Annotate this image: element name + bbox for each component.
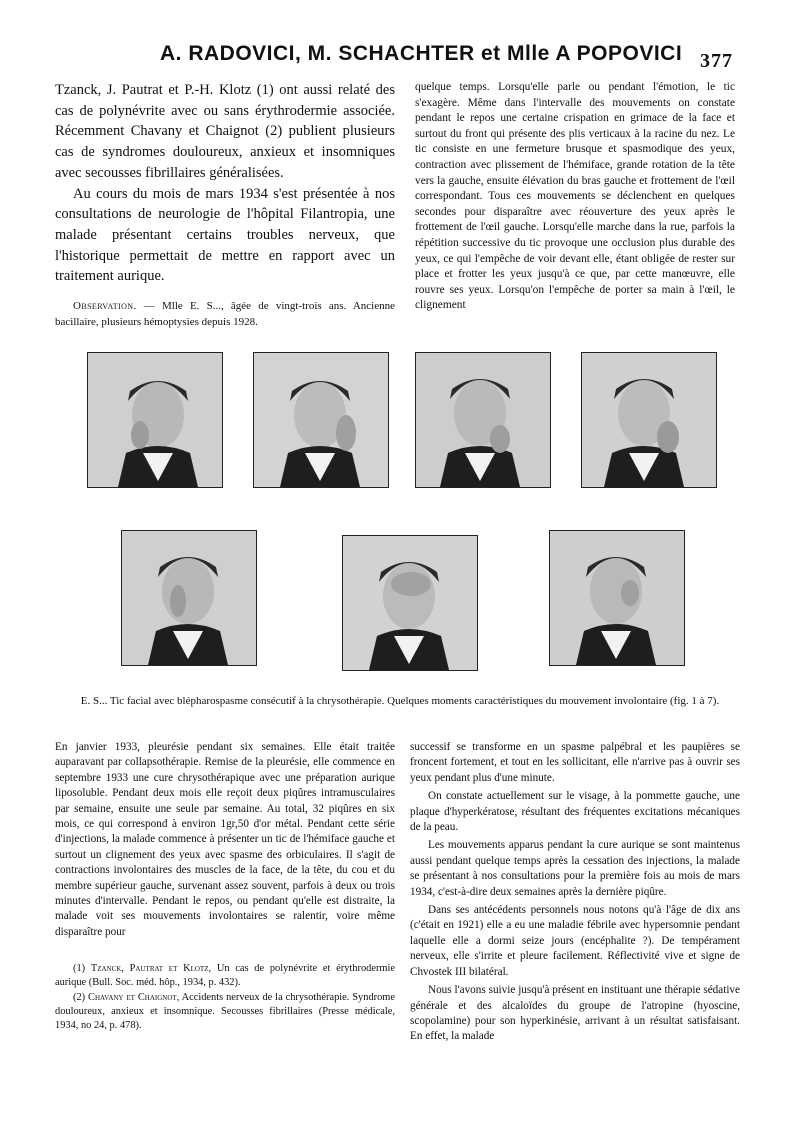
figure-photo-3 (415, 352, 551, 488)
treatment-paragraph: Nous l'avons suivie jusqu'à présent en instituant une thérapie sédative générale et des alcaloïdes du groupe de l'atropine (hyoscine, scopolamine) pour son hyperkinésie, arrivant à un résultat satisfaisant. En effet, la malade (410, 984, 740, 1043)
history-paragraph: En janvier 1933, pleurésie pendant six semaines. Elle était traitée auparavant par collapsothérapie. Remise de la pleurésie, elle commence en septembre 1933 une cure chrysothérapique avec une préparation aurique liposoluble. Pendant deux mois elle reçoit deux piqûres intramusculaires par semaine, ensuite une seule par semaine. Au total, 32 piqûres en six mois, ce qui correspond à environ 1gr,50 d'or métal. Pendant cette série d'injections, la malade commence à présenter un tic de l'hémiface gauche et surtout un clignement des yeux avec spasme des orbiculaires. Il s'agit de contractions involontaires des muscles de la face, de la tête, du cou et du membre supérieur gauche, survenant assez souvent, parfois à deux ou trois minutes d'intervalle. Pendant le repos, ou pendant qu'elle est distraite, la malade voit ses mouvements involontaires se ralentir, voire même disparaître pour (55, 741, 395, 938)
figure-photo-6 (342, 535, 478, 671)
footnote-1-authors: Tzanck, Pautrat et Klotz (90, 963, 209, 975)
figure-photo-1 (87, 352, 223, 488)
observation-text: — Mlle E. S..., âgée de vingt-trois ans. Ancienne bacillaire, plusieurs hémoptysies depuis 1928. (55, 300, 395, 328)
footnote-1: (1) Tzanck, Pautrat et Klotz, Un cas de polynévrite et érythrodermie aurique (Bull. Soc. méd. hôp., 1934, p. 432). (55, 963, 395, 989)
bottom-right-column (410, 740, 740, 1045)
case-intro-paragraph: Au cours du mois de mars 1934 s'est présentée à nos consultations de neurologie de l'hôpital Filantropia, une malade présentant certains troubles nerveux, que l'historique permettait de mettre en rapport avec un traitement aurique. (55, 185, 395, 285)
intro-paragraph: Tzanck, J. Pautrat et P.-H. Klotz (1) ont aussi relaté des cas de polynévrite avec ou sans érythrodermie associée. Récemment Chavany et Chaignot (2) publient plusieurs cas de syndromes douloureux, anxieux et insomniques avec secousses fibrillaires généralisées. (55, 82, 395, 181)
footnote-2-authors: Chavany et Chaignot (88, 991, 177, 1003)
figure-caption: E. S... Tic facial avec blépharospasme consécutif à la chrysothérapie. Quelques moments caractéristiques du mouvement involontaire (fig. 1 à 7). (80, 695, 720, 707)
page-number: 377 (700, 50, 733, 72)
footnote-2-text: , Accidents nerveux de la chrysothérapie. Syndrome douloureux, anxieux et insomnique. Secousses fibrillaires (Presse médicale, 1934, no 24, p. 478). (55, 991, 395, 1032)
top-right-column (415, 80, 735, 314)
figure-photo-2 (253, 352, 389, 488)
top-left-column (55, 80, 395, 330)
spasm-paragraph: successif se transforme en un spasme palpébral et les paupières se froncent fortement, et tout en les sollicitant, elle n'arrive pas à ouvrir ses yeux pendant plus d'une minute. (410, 741, 740, 784)
running-head (0, 40, 800, 80)
hyperkeratosis-paragraph: On constate actuellement sur le visage, à la pommette gauche, une plaque d'hyperkératose, résultant des fréquentes excitations mécaniques de la peau. (410, 790, 740, 834)
figure-photo-7 (549, 530, 685, 666)
observation-label: Observation. (73, 300, 137, 313)
tic-description-paragraph: quelque temps. Lorsqu'elle parle ou pendant l'émotion, le tic s'exagère. Même dans l'intervalle des mouvements on constate pendant le repos une certaine crispation en grimace de la face et surtout du front qui présente des plis verticaux à la racine du nez. Le tic consiste en une fermeture brusque et spasmodique des yeux, contraction avec plissement de l'hémiface, grande rotation de la tête vers la gauche, ensuite élévation du bras gauche et frottement de l'œil correspondant. Tous ces mouvements se déclenchent en quelques secondes pour disparaître avec réouverture des yeux après le frottement de l'œil gauche. Lorsqu'elle marche dans la rue, parfois la répétition successive du tic provoque une occlusion plus durable des yeux, ce qui l'empêche de voir devant elle, étant obligée de rester sur place et frotter les yeux jusqu'à ce que, par cette manœuvre, elle rouvre ses yeux. Lorsqu'on l'empêche de porter sa main à l'œil, le clignement (415, 81, 735, 312)
footnote-1-text: , Un cas de polynévrite et érythrodermie aurique (Bull. Soc. méd. hôp., 1934, p. 432). (55, 963, 395, 989)
bottom-left-column (55, 740, 395, 1033)
persistence-paragraph: Les mouvements apparus pendant la cure aurique se sont maintenus aussi pendant quelque temps après la cessation des injections, la malade se présentant à nos consultations pour la première fois au mois de mars 1934, c'est-à-dire deux semaines après la dernière piqûre. (410, 839, 740, 898)
observation-paragraph (55, 299, 395, 330)
running-title: A. RADOVICI, M. SCHACHTER et Mlle A POPOVICI (160, 42, 683, 65)
figure-photo-4 (581, 352, 717, 488)
antecedents-paragraph: Dans ses antécédents personnels nous notons qu'à l'âge de dix ans (c'était en 1921) elle a eu une maladie fébrile avec hypersomnie pendant laquelle elle a dormi seize jours (encéphalite ?). De tempérament nerveux, elle s'irrite et pleure facilement. Réflectivité vive et signe de Chvostek III bilatéral. (410, 904, 740, 978)
footnotes (55, 962, 395, 1033)
footnote-2: (2) Chavany et Chaignot, Accidents nerveux de la chrysothérapie. Syndrome douloureux, anxieux et insomnique. Secousses fibrillaires (Presse médicale, 1934, no 24, p. 478). (55, 991, 395, 1032)
figure-photo-5 (121, 530, 257, 666)
